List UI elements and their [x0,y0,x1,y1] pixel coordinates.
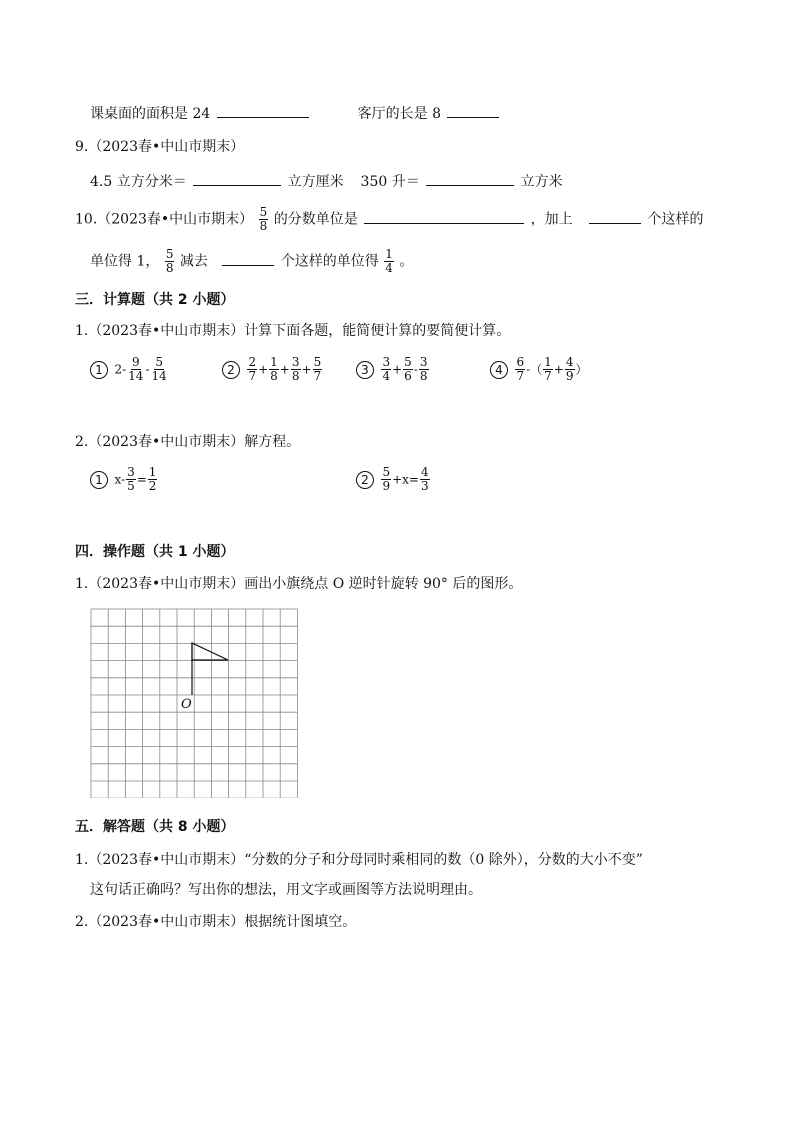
q10-text-3: 个这样的 [647,211,704,228]
q9-b-blank[interactable] [426,171,514,186]
q9-title: 9.（2023春•中山市期末） [75,139,245,155]
q10-text-1: 的分数单位是 [273,211,358,228]
s3-q1-expr-2: 2 $\frac{2}{7}$ + $\frac{1}{8}$ + $\frac{3}{8}$ + $\frac{5}{7}$ [222,356,323,386]
desk-area-blank[interactable] [217,103,309,118]
flag-triangle [192,643,228,660]
s3-q2-text: 2.（2023春•中山市期末）解方程。 [75,434,301,450]
q10-line2 [90,248,413,275]
q10-fraction-2: $\frac{5}{8}$ [165,247,174,275]
s4-q1-text: 1.（2023春•中山市期末）画出小旗绕点 O 逆时针旋转 90° 后的图形。 [75,576,523,592]
q10-blank-3[interactable] [222,251,274,266]
q9-body [90,171,563,192]
s3-q1-expr-4: 4 $\frac{6}{7}$ -（ $\frac{1}{7}$ + $\frac{4}{9}$ ） [490,356,588,386]
circled-number-icon: 1 [90,361,108,379]
circled-number-icon: 3 [356,361,374,379]
s5-q1-line1: 1.（2023春•中山市期末）“分数的分子和分母同时乘相同的数（0 除外），分数的大小不变” [75,852,643,868]
q10-text-2: ，加上 [530,211,573,228]
q10-text-5: 减去 [179,253,208,270]
s5-q1-line2: 这句话正确吗？写出你的想法，用文字或画图等方法说明理由。 [90,882,482,898]
q10-text-4: 单位得 1， [90,253,160,270]
q9-b-unit: 立方米 [520,174,563,190]
circled-number-icon: 1 [90,471,108,489]
q10-blank-1[interactable] [364,209,524,224]
q9-b-left: 350 升＝ [360,174,420,190]
area-question-line [90,103,501,124]
q9-a-blank[interactable] [193,171,281,186]
q10-line1 [75,206,704,233]
point-o-label: O [181,697,192,712]
q10-text-7: 。 [399,253,414,270]
q9-a-left: 4.5 立方分米＝ [90,174,187,190]
q10-blank-2[interactable] [589,209,641,224]
s3-q2-expr-2: 2 $\frac{5}{9}$ +x= $\frac{4}{3}$ [356,466,431,496]
circled-number-icon: 4 [490,361,508,379]
grid-svg [90,608,298,798]
s3-q2-expr-1: 1 x- $\frac{3}{5}$ = $\frac{1}{2}$ [90,466,158,496]
section3-heading: 三．计算题（共 2 小题） [75,292,235,308]
section5-heading: 五．解答题（共 8 小题） [75,819,235,835]
q9-a-unit: 立方厘米 [287,174,344,190]
s3-q1-expr-3: 3 $\frac{3}{4}$ + $\frac{5}{6}$ - $\frac{3}{8}$ [356,356,430,386]
s5-q2-text: 2.（2023春•中山市期末）根据统计图填空。 [75,914,357,930]
s3-q1-text: 1.（2023春•中山市期末）计算下面各题，能简便计算的要简便计算。 [75,323,511,339]
living-length-text: 客厅的长是 8 [357,106,441,122]
living-length-blank[interactable] [447,103,499,118]
flag-figure [192,643,228,695]
q10-title: 10.（2023春•中山市期末） [75,211,254,228]
section4-heading: 四．操作题（共 1 小题） [75,544,235,560]
s3-q1-expr-1: 1 2- $\frac{9}{14}$ - $\frac{5}{14}$ [90,356,169,386]
desk-area-text: 课桌面的面积是 24 [90,106,211,122]
circled-number-icon: 2 [222,361,240,379]
q10-fraction-3: $\frac{1}{4}$ [385,247,393,275]
circled-number-icon: 2 [356,471,374,489]
q10-fraction-1: $\frac{5}{8}$ [259,205,268,233]
rotation-grid[interactable] [90,608,298,802]
q10-text-6: 个这样的单位得 [280,253,379,270]
